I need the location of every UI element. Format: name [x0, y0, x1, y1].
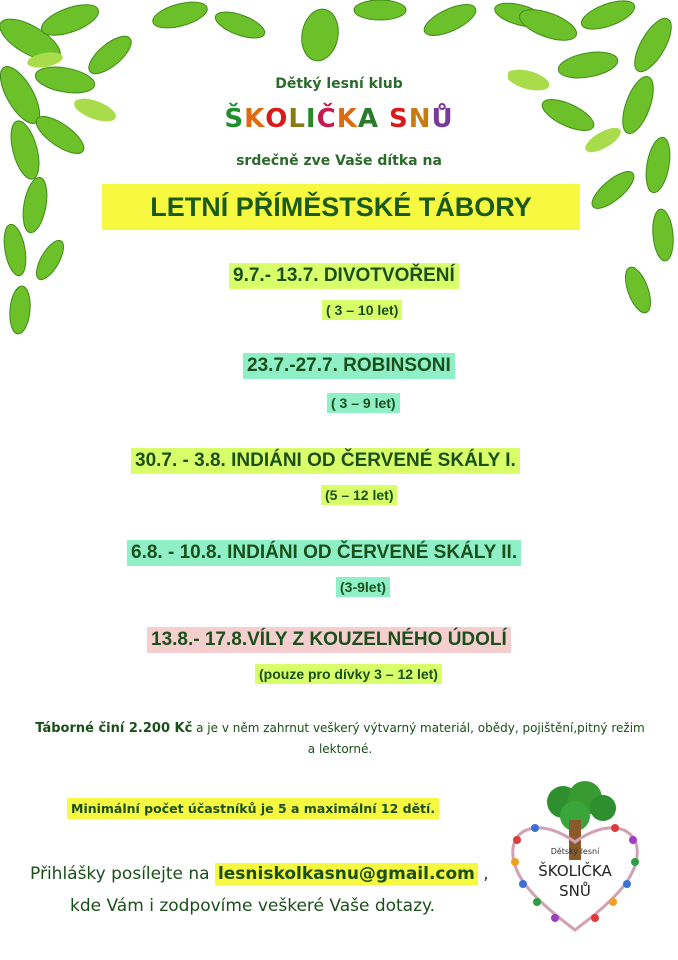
- club-logo: [505, 780, 645, 940]
- brand-letter: K: [244, 104, 266, 134]
- price-info: [30, 718, 650, 759]
- brand-letter: N: [408, 104, 432, 134]
- brand-letter: L: [288, 104, 306, 134]
- email-link[interactable]: lesniskolkasnu@gmail.com: [215, 863, 478, 885]
- brand-letter: Š: [224, 104, 245, 134]
- signup-suffix: ,: [477, 864, 489, 884]
- main-title: LETNÍ PŘÍMĚSTSKÉ TÁBORY: [102, 184, 580, 230]
- brand-letter: [379, 104, 389, 134]
- leaves-right-decoration: [508, 0, 678, 340]
- brand-letter: S: [389, 104, 409, 134]
- leaves-top-decoration: [150, 0, 570, 80]
- brand-letter: A: [357, 104, 379, 134]
- brand-letter: Ů: [431, 104, 454, 134]
- camp-ages: (pouze pro dívky 3 – 12 let): [255, 664, 442, 684]
- leaves-left-decoration: [0, 0, 150, 360]
- invite-text: srdečně zve Vaše dítka na: [236, 153, 442, 169]
- camp-ages: (3-9let): [336, 577, 390, 597]
- camp-title: 30.7. - 3.8. INDIÁNI OD ČERVENÉ SKÁLY I.: [131, 448, 520, 474]
- camp-title: 23.7.-27.7. ROBINSONI: [243, 353, 455, 379]
- price-bold: Táborné činí 2.200 Kč: [35, 721, 193, 736]
- logo-arc-text: Dětský lesní: [550, 847, 600, 856]
- brand-letter: O: [265, 104, 289, 134]
- brand-letter: I: [305, 104, 317, 134]
- logo-line1: ŠKOLIČKA: [538, 862, 612, 880]
- camp-ages: (5 – 12 let): [321, 485, 397, 505]
- camp-title: 9.7.- 13.7. DIVOTVOŘENÍ: [229, 263, 459, 289]
- signup-line: [30, 864, 489, 884]
- club-label: Dětký lesní klub: [275, 76, 403, 92]
- camp-ages: ( 3 – 9 let): [327, 393, 400, 413]
- capacity-info: Minimální počet účastníků je 5 a maximální 12 dětí.: [67, 798, 439, 819]
- brand-letter: Č: [316, 104, 337, 134]
- brand-title: [0, 104, 678, 134]
- camp-title: 6.8. - 10.8. INDIÁNI OD ČERVENÉ SKÁLY II.: [127, 540, 521, 566]
- price-details: a je v něm zahrnut veškerý výtvarný materiál, obědy, pojištění,pitný režim a lektorné.: [192, 721, 645, 756]
- logo-line2: SNŮ: [559, 882, 591, 900]
- camp-title: 13.8.- 17.8.VÍLY Z KOUZELNÉHO ÚDOLÍ: [147, 627, 511, 653]
- signup-prefix: Přihlášky posílejte na: [30, 864, 215, 884]
- brand-letter: K: [336, 104, 358, 134]
- signup-questions: kde Vám i zodpovíme veškeré Vaše dotazy.: [70, 896, 436, 916]
- camp-ages: ( 3 – 10 let): [322, 300, 402, 320]
